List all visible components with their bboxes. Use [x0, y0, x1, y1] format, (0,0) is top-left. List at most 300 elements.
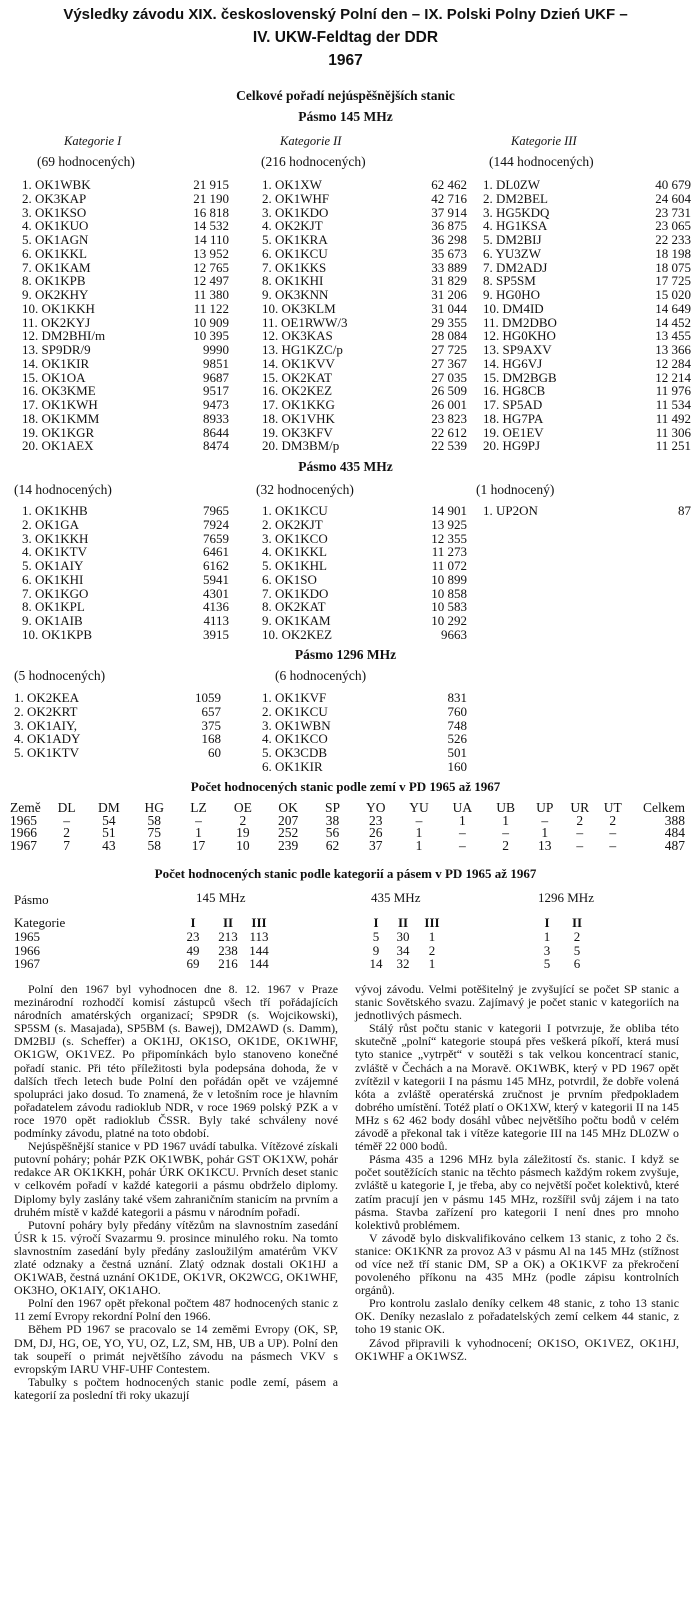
station-score: 4301 [203, 585, 229, 601]
table-cell: 49 [186, 942, 200, 958]
station-score: 5941 [203, 571, 229, 587]
station-score: 14 532 [193, 218, 229, 234]
year-label: 1967 [14, 956, 40, 971]
station-score: 24 604 [655, 190, 691, 206]
station-callsign: 15. DM2BGB [483, 369, 557, 385]
station-score: 9517 [203, 383, 229, 399]
station-score: 40 679 [655, 177, 691, 192]
station-callsign: 5. OK1KTV [14, 745, 79, 760]
result-row [22, 504, 229, 518]
table-cell: UP [536, 800, 554, 815]
table-cell: YU [409, 800, 429, 815]
station-score: 11 492 [655, 410, 691, 426]
table-cell: 2 [63, 825, 71, 840]
result-row [22, 371, 229, 385]
station-callsign: 7. OK1KGO [22, 585, 89, 601]
table-cell: – [502, 825, 509, 840]
station-score: 11 122 [193, 300, 229, 316]
station-callsign: 17. OK1KWH [22, 397, 98, 412]
station-score: 31 044 [431, 300, 467, 316]
result-row [262, 426, 467, 440]
result-row [262, 316, 467, 330]
result-row [262, 357, 467, 371]
station-score: 10 909 [193, 314, 229, 330]
table-cell: Země [10, 800, 41, 815]
station-callsign: 8. OK1KPB [22, 273, 86, 289]
result-row [483, 439, 691, 453]
article-paragraph: Polní den 1967 byl vyhodnocen dne 8. 12. 1967 v Praze mezinárodní rozhodčí komisí zástupců všech tří pořádajících národních amatérských organizací; SP9DR (s. Wojcikowski), SP5SM (s. Masajada), SP5BM (s. Bawej), DM2AWD (s. Damm), DM2BIJ (s. Scheffer) a OK1HJ, OK1SO, OK1DE, OK1WHF, OK1GW, OK1VEZ. Po připomínkách bylo stanoveno konečné pořadí stanic. Při této příležitosti byla podepsána dohoda, že v dalších třech letech bude Polní den pořádán opět ve vzájemné spolupráci jako dosud. To znamená, že v letošním roce je hlavním pořadatelem závodu radioklub NDR, v roce 1969 polský PZK a v roce 1970 opět radioklub ČSSR. Byly také schváleny nové podmínky závodu, platné na toto období. [14, 982, 338, 1141]
station-callsign: 16. HG8CB [483, 383, 546, 399]
station-callsign: 2. OK1WHF [262, 190, 330, 206]
table-cell: YO [366, 800, 386, 815]
cat-435-1-count: (14 hodnocených) [14, 482, 112, 497]
station-score: 14 901 [431, 503, 467, 518]
table-cell: 1 [543, 929, 551, 944]
result-row [22, 412, 229, 426]
station-score: 4113 [203, 613, 229, 628]
station-score: 526 [447, 731, 467, 747]
station-score: 11 072 [431, 558, 467, 573]
results-145-cat1 [22, 178, 229, 453]
article-paragraph: Putovní poháry byly předány vítězům na slavnostním zasedání ÚSR k 15. výročí Svazarmu 9. prosince minulého roku. Na tomto slavnostním zasedání byly předány zasloužilým amatérům VKV zlaté odznaky a čestná uznání. Zlatý odznak dostali OK1HJ a OK1WAB, čestná uznání OK1DE, OK1VR, OK2WCG, OK1WHF, OK3HO, OK1AIY, OK1AHO. [14, 1217, 338, 1298]
table-cell: UT [603, 800, 622, 815]
station-score: 23 731 [655, 204, 691, 220]
station-callsign: 5. OK3CDB [262, 745, 328, 760]
table-cell: 5 [573, 942, 581, 958]
table-cell: 13 [538, 837, 552, 853]
table-cell: 1 [541, 825, 549, 840]
station-score: 12 355 [431, 530, 467, 546]
cat-1296-1-count: (5 hodnocených) [14, 668, 106, 683]
station-callsign: 3. OK1KDO [262, 204, 329, 220]
result-row [262, 219, 467, 233]
article-paragraph: V závodě bylo diskvalifikováno celkem 13 stanic, z toho 2 čs. stanice: OK1KNR za provoz A3 v pásmu Al na 145 MHz (stížnost od více než tří stanic DM, SP a OK) a OK1KVF za překročení povoleného příkonu na 435 MHz (podle zápisu kontrolních orgánů). [355, 1230, 679, 1298]
station-score: 62 462 [431, 177, 467, 192]
station-callsign: 5. OK1AIY [22, 558, 84, 573]
station-score: 14 110 [193, 232, 229, 247]
station-score: 14 452 [655, 314, 691, 330]
results-145-cat3 [483, 178, 691, 453]
station-callsign: 8. SP5SM [483, 273, 536, 289]
station-score: 6162 [203, 558, 229, 573]
article-paragraph: Během PD 1967 se pracovalo se 14 zeměmi Evropy (OK, SP, DM, DJ, HG, OE, YO, YU, OZ, LZ, SM, HB, UB a UP). Polní den tak soupeří o primát největšího závodu na pásmech VKV s evropským IARU VHF-UHF Contestem. [14, 1322, 338, 1376]
result-row [22, 302, 229, 316]
table-cell: 38 [325, 812, 340, 828]
table-cell: 26 [369, 825, 383, 840]
table-cell: 75 [147, 825, 161, 840]
station-callsign: 1. OK1WBK [22, 177, 91, 192]
station-callsign: 2. OK2KJT [262, 516, 323, 532]
station-callsign: 12. HG0KHO [483, 328, 556, 344]
result-row [483, 178, 691, 192]
station-score: 17 725 [655, 273, 691, 289]
station-score: 12 765 [193, 259, 229, 275]
station-callsign: 7. OK1KKS [262, 259, 327, 275]
table-cell: 113 [249, 929, 269, 944]
result-row [483, 274, 691, 288]
station-score: 11 534 [655, 397, 691, 412]
results-435-cat3 [483, 504, 691, 518]
table-cell: UA [452, 800, 473, 815]
result-row [483, 261, 691, 275]
station-score: 831 [447, 690, 467, 705]
cat-1296-2-count: (6 hodnocených) [275, 668, 367, 683]
article-paragraph: Polní den 1967 opět překonal počtem 487 hodnocených stanic z 11 zemí Evropy rekordní Polní den 1966. [14, 1296, 338, 1324]
table-cell: 5 [372, 929, 380, 944]
table-cell: 1 [415, 825, 423, 840]
table-cell: – [609, 837, 617, 853]
result-row [262, 559, 467, 573]
station-callsign: 6. OK1SO [262, 571, 317, 587]
station-callsign: 4. OK1KTV [22, 544, 87, 560]
station-score: 9990 [203, 342, 229, 357]
overall-title: Celkové pořadí nejúspěšnějších stanic [236, 88, 455, 103]
result-row [22, 247, 229, 261]
station-callsign: 8. OK1KHI [262, 273, 324, 289]
table-cell: Celkem [643, 800, 685, 815]
band-label: Pásmo [14, 892, 49, 907]
station-callsign: 7. OK1KDO [262, 585, 329, 601]
station-score: 9851 [203, 355, 229, 371]
result-row [22, 233, 229, 247]
table-cell: 14 [369, 956, 383, 971]
station-score: 3915 [203, 626, 229, 642]
station-score: 60 [208, 745, 221, 760]
station-callsign: 10. DM4ID [483, 300, 544, 316]
result-row [483, 233, 691, 247]
station-callsign: 19. OE1EV [483, 424, 544, 440]
table-cell: – [63, 812, 71, 828]
station-callsign: 14. OK1KIR [22, 355, 90, 371]
cat-435-2-count: (32 hodnocených) [256, 482, 354, 497]
result-row [22, 192, 229, 206]
station-callsign: 3. OK1WBN [262, 717, 331, 733]
result-row [483, 192, 691, 206]
station-callsign: 2. OK2KRT [14, 703, 78, 719]
category-header: II [222, 915, 234, 930]
station-callsign: 6. OK1KCU [262, 245, 328, 261]
station-callsign: 11. OE1RWW/3 [262, 314, 348, 330]
category-header: I [190, 915, 196, 930]
table-cell: UR [570, 800, 590, 815]
table-cell: OE [233, 800, 252, 815]
station-callsign: 4. OK1ADY [14, 731, 81, 747]
station-score: 14 649 [655, 300, 691, 316]
article-paragraph: vývoj závodu. Velmi potěšitelný je zvyšující se počet SP stanic a stanic Sovětského svazu. Zajímavý je počet stanic v kategoriích na jednotlivých pásmech. [355, 982, 679, 1023]
station-score: 11 251 [655, 438, 691, 454]
result-row [483, 398, 691, 412]
station-callsign: 10. OK1KPB [22, 626, 93, 642]
station-callsign: 1. OK1KVF [262, 690, 327, 705]
result-row [483, 384, 691, 398]
station-callsign: 4. OK1KKL [262, 544, 327, 560]
table-cell: 252 [278, 825, 299, 840]
station-callsign: 7. OK1KAM [22, 259, 91, 275]
band-1296-header: 1296 MHz [538, 890, 594, 905]
station-score: 12 497 [193, 273, 229, 289]
table-cell: 9 [372, 942, 380, 958]
table-cell: 62 [325, 837, 340, 853]
table-cell: – [541, 812, 549, 828]
station-score: 10 583 [431, 599, 467, 615]
station-callsign: 3. HG5KDQ [483, 204, 550, 220]
result-row [262, 691, 467, 705]
station-score: 26 509 [431, 383, 467, 399]
station-score: 22 233 [655, 232, 691, 247]
result-row [483, 357, 691, 371]
station-score: 22 539 [431, 438, 467, 454]
result-row [22, 219, 229, 233]
table-cell: 2 [502, 837, 509, 853]
station-callsign: 19. OK1KGR [22, 424, 95, 440]
result-row [22, 587, 229, 601]
result-row [262, 302, 467, 316]
result-row [262, 732, 467, 746]
category-header: III [251, 915, 267, 930]
result-row [262, 398, 467, 412]
countries-row-1967 [10, 840, 685, 853]
article-paragraph: Tabulky s počtem hodnocených stanic podle zemí, pásem a kategorií za poslední tři roky ukazují [14, 1374, 338, 1402]
result-row [483, 247, 691, 261]
station-score: 13 952 [193, 245, 229, 261]
station-score: 160 [447, 758, 467, 774]
result-row [262, 518, 467, 532]
station-score: 12 284 [655, 355, 691, 371]
result-row [483, 206, 691, 220]
category-header: I [373, 915, 379, 930]
table-cell: OK [278, 800, 298, 815]
result-row [262, 746, 467, 760]
station-callsign: 3. OK1AIY, [14, 717, 77, 733]
table-cell: 484 [664, 825, 685, 840]
article-paragraph: Závod připravili k vyhodnocení; OK1SO, OK1VEZ, OK1HJ, OK1WHF a OK1WSZ. [355, 1335, 679, 1363]
result-row [262, 532, 467, 546]
result-row [22, 532, 229, 546]
station-callsign: 2. OK3KAP [22, 190, 87, 206]
result-row [483, 504, 691, 518]
result-row [22, 628, 229, 642]
station-score: 22 612 [431, 424, 467, 440]
results-1296-cat2 [262, 691, 467, 774]
station-score: 37 914 [431, 204, 467, 220]
station-callsign: 13. SP9AXV [483, 342, 552, 357]
result-row [22, 384, 229, 398]
station-score: 29 355 [431, 314, 467, 330]
station-callsign: 8. OK1KPL [22, 599, 85, 615]
station-score: 10 395 [193, 328, 229, 344]
result-row [262, 261, 467, 275]
table-cell: – [576, 837, 584, 853]
table-cell: DM [98, 800, 120, 815]
station-callsign: 2. DM2BEL [483, 190, 548, 206]
station-score: 9473 [203, 397, 229, 412]
result-row [22, 518, 229, 532]
table-cell: 37 [369, 837, 383, 853]
station-callsign: 2. OK1KCU [262, 703, 328, 719]
result-row [262, 573, 467, 587]
station-score: 8644 [203, 424, 229, 440]
station-callsign: 9. OK3KNN [262, 287, 329, 302]
result-row [22, 573, 229, 587]
station-score: 9687 [203, 369, 229, 385]
header-line-1: Výsledky závodu XIX. československý Polní den – IX. Polski Polny Dzień UKF – [63, 6, 628, 23]
table-cell: – [458, 825, 466, 840]
result-row [483, 412, 691, 426]
station-callsign: 2. OK1GA [22, 516, 80, 532]
result-row [22, 261, 229, 275]
table-cell: 32 [396, 956, 410, 971]
table-cell: 2 [573, 929, 581, 944]
table-cell: DL [57, 800, 76, 815]
result-row [262, 206, 467, 220]
result-row [262, 614, 467, 628]
year-label: 1966 [14, 942, 40, 958]
table-cell: 3 [543, 942, 551, 958]
result-row [262, 600, 467, 614]
station-score: 36 298 [431, 232, 467, 247]
cat-145-1-count: (69 hodnocených) [37, 154, 135, 169]
table-cell: 43 [102, 837, 116, 853]
station-callsign: 4. OK2KJT [262, 218, 323, 234]
station-score: 1059 [195, 690, 221, 705]
category-header: II [571, 915, 583, 930]
table-cell: 1966 [10, 825, 37, 840]
station-score: 11 306 [655, 424, 691, 440]
station-score: 10 292 [431, 613, 467, 628]
station-score: 28 084 [431, 328, 467, 344]
result-row [483, 288, 691, 302]
result-row [262, 288, 467, 302]
result-row [262, 343, 467, 357]
station-callsign: 4. OK1KUO [22, 218, 89, 234]
station-callsign: 14. HG6VJ [483, 355, 543, 371]
station-score: 7659 [203, 530, 229, 546]
result-row [14, 705, 221, 719]
table-cell: 58 [147, 837, 161, 853]
result-row [262, 192, 467, 206]
table-cell: HG [144, 800, 164, 815]
station-callsign: 15. OK1OA [22, 369, 86, 385]
station-callsign: 4. OK1KCO [262, 731, 328, 747]
station-score: 26 001 [431, 397, 467, 412]
table-cell: 216 [218, 956, 238, 971]
header-line-2: IV. UKW-Feldtag der DDR [252, 29, 439, 46]
table-cell: 213 [218, 929, 238, 944]
result-row [22, 206, 229, 220]
result-row [483, 302, 691, 316]
band-145-title: Pásmo 145 MHz [298, 109, 393, 124]
station-score: 35 673 [431, 245, 467, 261]
table-cell: – [458, 837, 466, 853]
table-cell: 23 [186, 929, 200, 944]
table-cell: 1967 [10, 837, 37, 853]
article-paragraph: Nejúspěšnější stanice v PD 1967 uvádí tabulka. Vítězové získali putovní poháry; pohár PZK OK1WBK, pohár GST OK1XW, pohár redakce AR OK1KKH, pohár ÚRK OK1KCU. Prvních deset stanic v celkovém pořadí v každé kategorii a pásmu obdrželo diplomy. Diplomy byly zaslány také všem zahraničním stanicím na prvním a druhém místě v každé kategorii a pásmu v národním pořadí. [14, 1139, 338, 1219]
result-row [262, 719, 467, 733]
table-cell: 238 [218, 942, 238, 958]
result-row [22, 343, 229, 357]
table-cell: 388 [664, 812, 685, 828]
table-cell: 1 [428, 956, 436, 971]
table-cell: 19 [236, 825, 250, 840]
station-score: 31 206 [431, 287, 467, 302]
result-row [22, 288, 229, 302]
cat-145-2-label: Kategorie II [280, 134, 342, 148]
station-score: 7965 [203, 503, 229, 518]
result-row [262, 412, 467, 426]
article-paragraph: Pro kontrolu zaslalo deníky celkem 48 stanic, z toho 13 stanic OK. Deníky nezaslalo z pořadatelských zemí celkem 44 stanic, z toho 19 stanic OK. [355, 1296, 679, 1337]
year-label: 1965 [14, 929, 40, 944]
result-row [22, 178, 229, 192]
table-cell: SP [324, 800, 340, 815]
cat-145-2-count: (216 hodnocených) [261, 154, 366, 169]
result-row [22, 274, 229, 288]
category-header: II [397, 915, 409, 930]
station-score: 16 818 [193, 204, 229, 220]
table-cell: 207 [278, 812, 299, 828]
station-score: 11 380 [193, 287, 229, 302]
station-callsign: 16. OK3KME [22, 383, 96, 399]
station-score: 27 035 [431, 369, 467, 385]
result-row [262, 439, 467, 453]
table-cell: – [576, 825, 584, 840]
table-cell: 34 [396, 942, 410, 958]
station-callsign: 20. DM3BM/p [262, 438, 340, 454]
table-cell: 144 [249, 956, 269, 971]
station-callsign: 18. OK1VHK [262, 410, 335, 426]
table-cell: 1965 [10, 812, 37, 828]
station-callsign: 18. HG7PA [483, 410, 544, 426]
station-callsign: 3. OK1KCO [262, 530, 328, 546]
station-score: 4136 [203, 599, 229, 615]
station-callsign: 19. OK3KFV [262, 424, 333, 440]
result-row [22, 329, 229, 343]
result-row [22, 316, 229, 330]
station-callsign: 10. OK3KLM [262, 300, 336, 316]
cat-435-3-count: (1 hodnocený) [476, 482, 555, 497]
table-cell: 2 [576, 812, 584, 828]
station-score: 21 190 [193, 190, 229, 206]
result-row [262, 329, 467, 343]
table-cell: – [415, 812, 423, 828]
table-cell: UB [496, 800, 515, 815]
station-score: 10 858 [431, 585, 467, 601]
table-cell: 2 [609, 812, 617, 828]
table-cell: 10 [236, 837, 250, 853]
station-score: 168 [201, 731, 221, 747]
table-cell: 69 [186, 956, 200, 971]
article-left-column [14, 983, 338, 1402]
station-score: 27 367 [431, 355, 467, 371]
table-cell: 30 [396, 929, 410, 944]
station-callsign: 6. OK1KKL [22, 245, 87, 261]
station-score: 11 976 [655, 383, 691, 399]
article-paragraph: Pásma 435 a 1296 MHz byla záležitostí čs. stanic. I když se počet soutěžících stanic na těchto pásmech každým rokem zvyšuje, zvláště u kategorie I, je třeba, aby co největší počet kolektivů, které zatím pracují jen v pásmu 145 MHz, rozšířil svůj zájem i na tato pásma. Stavba zařízení pro kategorii I není dnes pro mnoho kolektivů problémem. [355, 1152, 679, 1232]
table-cell: – [609, 825, 617, 840]
table-cell: LZ [190, 800, 207, 815]
result-row [483, 219, 691, 233]
table-cell: 17 [191, 837, 206, 853]
table-cell: 58 [147, 812, 161, 828]
station-callsign: 9. OK1AIB [22, 613, 83, 628]
band-435-header: 435 MHz [371, 890, 421, 905]
station-callsign: 12. OK3KAS [262, 328, 333, 344]
station-score: 31 829 [431, 273, 467, 289]
station-callsign: 5. OK1KHL [262, 558, 327, 573]
station-score: 11 273 [431, 544, 467, 560]
station-callsign: 7. DM2ADJ [483, 259, 548, 275]
station-callsign: 15. OK2KAT [262, 369, 333, 385]
station-callsign: 8. OK2KAT [262, 599, 326, 615]
